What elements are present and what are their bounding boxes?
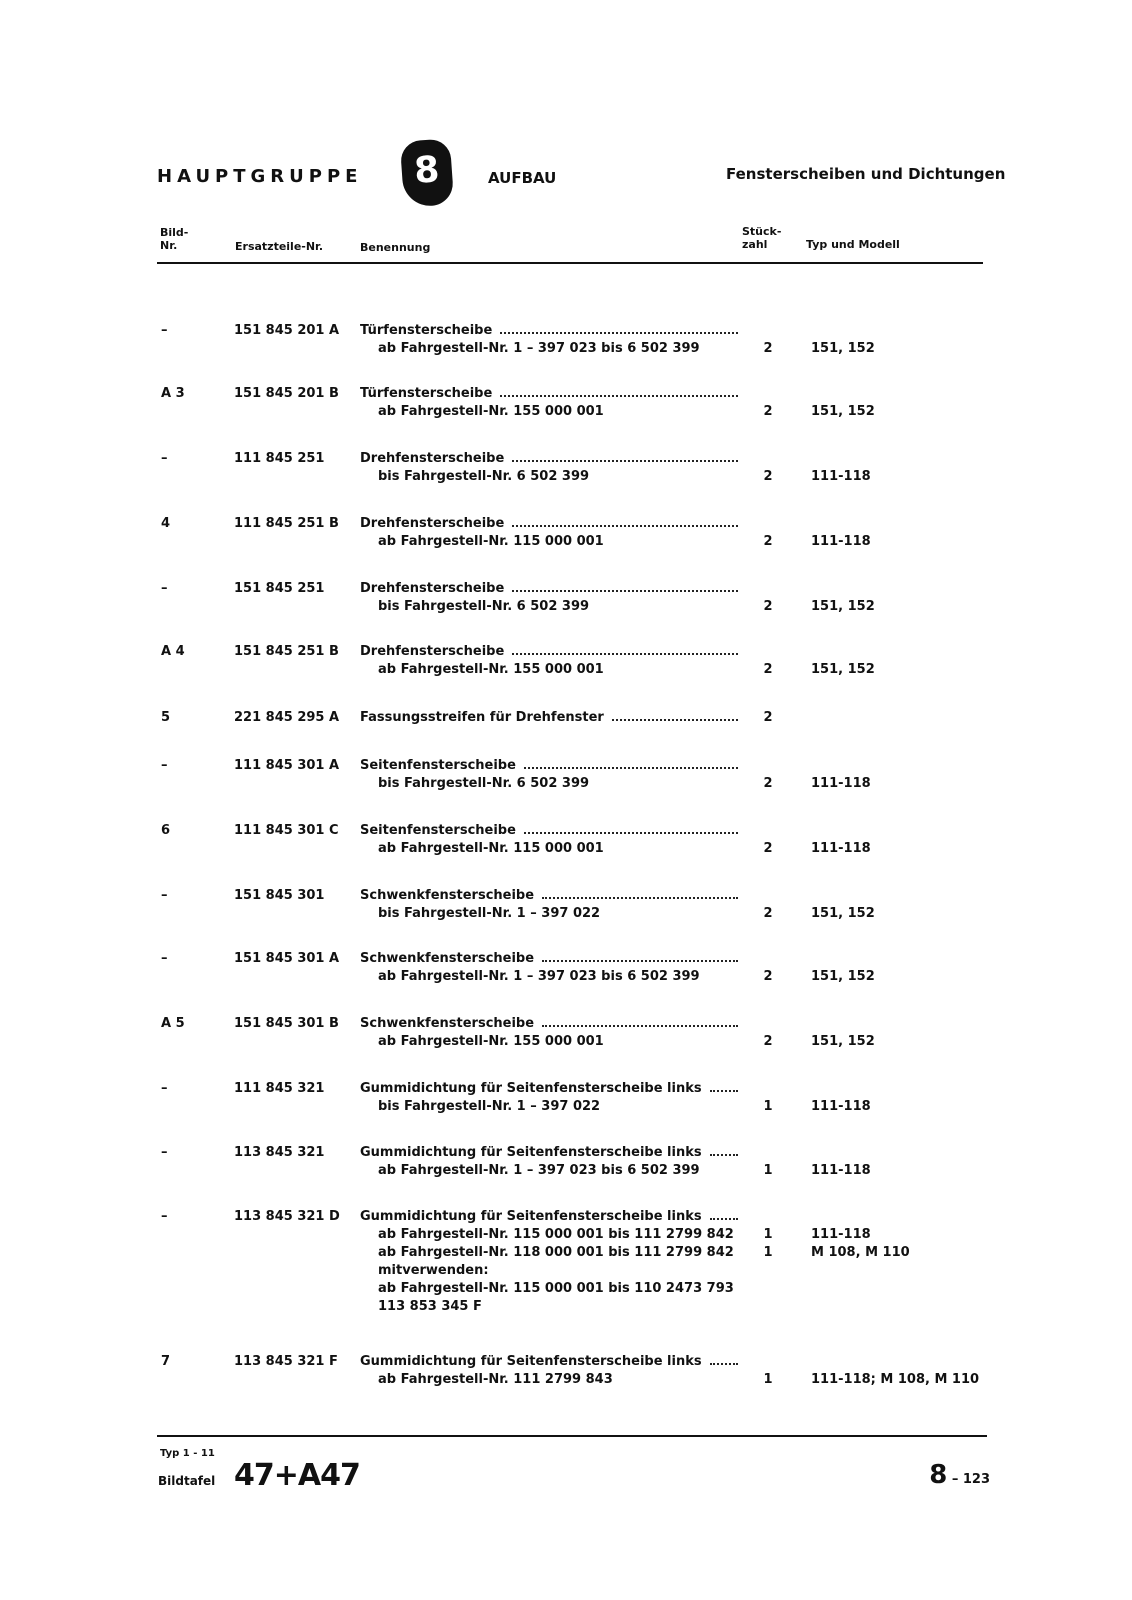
benennung-text: Drehfensterscheibe	[360, 581, 505, 596]
ersatzteil-nr: 111 845 321	[234, 1081, 325, 1096]
stueckzahl: 1	[763, 1245, 773, 1260]
benennung	[360, 950, 738, 986]
typ-modell: 111-118	[811, 1099, 871, 1114]
benennung-line	[360, 950, 738, 968]
bildtafel-label: Bildtafel	[158, 1474, 216, 1488]
col-header-ersatzteil: Ersatzteile-Nr.	[235, 240, 324, 253]
typ-modell: 151, 152	[811, 969, 875, 984]
ersatzteil-nr: 221 845 295 A	[234, 710, 340, 725]
benennung	[360, 887, 738, 923]
typ-modell	[811, 643, 875, 661]
benennung-text: Drehfensterscheibe	[360, 516, 505, 531]
stueckzahl: 2	[763, 1034, 773, 1049]
benennung-text: bis Fahrgestell-Nr. 6 502 399	[378, 599, 590, 614]
benennung-text: Fassungsstreifen für Drehfenster	[360, 710, 604, 725]
col-header-typ: Typ und Modell	[806, 238, 900, 251]
benennung-line	[360, 1298, 738, 1316]
typ-modell: 151, 152	[811, 404, 875, 419]
dot-leader	[710, 1363, 738, 1365]
benennung-line	[360, 757, 738, 775]
benennung-text: ab Fahrgestell-Nr. 118 000 001 bis 111 2799 842	[378, 1245, 734, 1260]
typ-modell	[811, 385, 875, 403]
stueckzahl	[760, 450, 776, 468]
stueckzahl: 2	[763, 906, 773, 921]
group-name: AUFBAU	[488, 169, 557, 187]
benennung-line	[360, 515, 738, 533]
stueckzahl-column	[760, 950, 776, 986]
benennung-line	[360, 385, 738, 403]
col-header-bild: Bild- Nr.	[160, 226, 189, 252]
typ-column	[811, 1353, 979, 1389]
benennung-line	[360, 533, 738, 551]
benennung-line	[360, 322, 738, 340]
stueckzahl	[760, 822, 776, 840]
benennung-text: Türfensterscheibe	[360, 386, 493, 401]
bild-nr: –	[161, 1209, 168, 1224]
benennung-line	[360, 1208, 738, 1226]
stueckzahl-column	[760, 1015, 776, 1051]
stueckzahl	[760, 950, 776, 968]
stueckzahl	[760, 1298, 776, 1316]
ersatzteil-nr: 113 845 321 D	[234, 1209, 340, 1224]
stueckzahl	[760, 757, 776, 775]
stueckzahl	[760, 1262, 776, 1280]
dot-leader	[500, 395, 738, 397]
benennung-text: Türfensterscheibe	[360, 323, 493, 338]
typ-modell: 111-118	[811, 534, 871, 549]
typ-modell	[811, 1298, 910, 1316]
typ-column	[811, 1015, 875, 1051]
bild-nr: –	[161, 1081, 168, 1096]
benennung-text: bis Fahrgestell-Nr. 1 – 397 022	[378, 906, 601, 921]
benennung-line	[360, 1262, 738, 1280]
stueckzahl-column	[760, 1208, 776, 1316]
benennung	[360, 1353, 738, 1389]
benennung-text: 113 853 345 F	[378, 1299, 482, 1314]
benennung-line	[360, 598, 738, 616]
dot-leader	[710, 1218, 738, 1220]
benennung	[360, 822, 738, 858]
ersatzteil-nr: 111 845 251	[234, 451, 325, 466]
stueckzahl: 2	[763, 469, 773, 484]
typ-modell: M 108, M 110	[811, 1245, 910, 1260]
stueckzahl-column	[760, 450, 776, 486]
stueckzahl-column	[760, 385, 776, 421]
benennung-text: ab Fahrgestell-Nr. 155 000 001	[378, 662, 604, 677]
ersatzteil-nr: 111 845 301 C	[234, 823, 339, 838]
ersatzteil-nr: 151 845 201 B	[234, 386, 339, 401]
ersatzteil-nr: 111 845 301 A	[234, 758, 340, 773]
typ-column	[811, 385, 875, 421]
stueckzahl: 1	[763, 1099, 773, 1114]
benennung-line	[360, 840, 738, 858]
dot-leader	[512, 590, 738, 592]
benennung-line	[360, 1280, 738, 1298]
benennung	[360, 1080, 738, 1116]
typ-modell: 151, 152	[811, 599, 875, 614]
stueckzahl-column	[760, 757, 776, 793]
group-number: 8	[412, 149, 441, 192]
stueckzahl	[760, 887, 776, 905]
benennung-text: ab Fahrgestell-Nr. 1 – 397 023 bis 6 502 399	[378, 341, 700, 356]
benennung-text: ab Fahrgestell-Nr. 115 000 001	[378, 841, 604, 856]
benennung-line	[360, 661, 738, 679]
typ-modell	[811, 1015, 875, 1033]
benennung-text: ab Fahrgestell-Nr. 115 000 001	[378, 534, 604, 549]
benennung-line	[360, 403, 738, 421]
ersatzteil-nr: 151 845 301 B	[234, 1016, 339, 1031]
benennung-line	[360, 968, 738, 986]
bild-nr: A 3	[161, 386, 185, 401]
typ-modell	[811, 887, 875, 905]
stueckzahl: 1	[763, 1227, 773, 1242]
typ-modell: 111-118	[811, 776, 871, 791]
typ-modell: 151, 152	[811, 1034, 875, 1049]
dot-leader	[500, 332, 738, 334]
benennung-line	[360, 450, 738, 468]
typ-modell	[811, 1080, 871, 1098]
benennung-line	[360, 887, 738, 905]
ersatzteil-nr: 151 845 201 A	[234, 323, 340, 338]
benennung-text: bis Fahrgestell-Nr. 6 502 399	[378, 776, 590, 791]
benennung	[360, 450, 738, 486]
footer-typ: Typ 1 - 11	[160, 1448, 215, 1459]
stueckzahl	[760, 322, 776, 340]
benennung	[360, 515, 738, 551]
benennung	[360, 709, 738, 727]
benennung-text: Seitenfensterscheibe	[360, 823, 516, 838]
benennung-text: ab Fahrgestell-Nr. 115 000 001 bis 110 2473 793	[378, 1281, 734, 1296]
stueckzahl-column	[760, 322, 776, 358]
benennung-line	[360, 905, 738, 923]
typ-modell: 111-118; M 108, M 110	[811, 1372, 980, 1387]
typ-modell	[811, 450, 871, 468]
stueckzahl: 2	[763, 776, 773, 791]
typ-column	[811, 643, 875, 679]
benennung-line	[360, 709, 738, 727]
stueckzahl: 2	[763, 599, 773, 614]
dot-leader	[512, 653, 738, 655]
ersatzteil-nr: 151 845 251 B	[234, 644, 339, 659]
ersatzteil-nr: 113 845 321	[234, 1145, 325, 1160]
typ-modell: 111-118	[811, 1227, 871, 1242]
stueckzahl: 1	[763, 1372, 773, 1387]
typ-column	[811, 822, 871, 858]
typ-modell	[811, 1280, 910, 1298]
stueckzahl: 1	[763, 1163, 773, 1178]
stueckzahl-column	[760, 1353, 776, 1389]
bild-nr: –	[161, 1145, 168, 1160]
footer-rule	[157, 1435, 987, 1437]
typ-column	[811, 1208, 910, 1316]
stueckzahl	[760, 385, 776, 403]
benennung	[360, 643, 738, 679]
benennung-text: bis Fahrgestell-Nr. 1 – 397 022	[378, 1099, 601, 1114]
stueckzahl	[760, 1280, 776, 1298]
bild-nr: A 4	[161, 644, 185, 659]
benennung-line	[360, 1162, 738, 1180]
benennung-text: ab Fahrgestell-Nr. 1 – 397 023 bis 6 502 399	[378, 1163, 700, 1178]
stueckzahl-column	[760, 1080, 776, 1116]
ersatzteil-nr: 151 845 301	[234, 888, 325, 903]
typ-modell	[811, 1262, 910, 1280]
benennung-line	[360, 1244, 738, 1262]
typ-column	[811, 515, 871, 551]
typ-column	[811, 322, 875, 358]
benennung-text: Gummidichtung für Seitenfensterscheibe links	[360, 1354, 702, 1369]
stueckzahl: 2	[763, 404, 773, 419]
page-title: Fensterscheiben und Dichtungen	[726, 165, 1006, 183]
benennung-line	[360, 1033, 738, 1051]
benennung-text: Gummidichtung für Seitenfensterscheibe links	[360, 1081, 702, 1096]
stueckzahl: 2	[763, 534, 773, 549]
benennung	[360, 322, 738, 358]
stueckzahl	[760, 1015, 776, 1033]
benennung	[360, 385, 738, 421]
stueckzahl: 2	[763, 710, 773, 725]
benennung-line	[360, 468, 738, 486]
ersatzteil-nr: 113 845 321 F	[234, 1354, 338, 1369]
bild-nr: –	[161, 951, 168, 966]
typ-modell	[811, 322, 875, 340]
benennung-text: ab Fahrgestell-Nr. 115 000 001 bis 111 2799 842	[378, 1227, 734, 1242]
stueckzahl-column	[760, 1144, 776, 1180]
benennung-line	[360, 775, 738, 793]
typ-modell: 111-118	[811, 841, 871, 856]
typ-modell	[811, 822, 871, 840]
typ-column	[811, 757, 871, 793]
dot-leader	[710, 1090, 738, 1092]
benennung-line	[360, 1015, 738, 1033]
dot-leader	[542, 897, 738, 899]
stueckzahl	[760, 643, 776, 661]
typ-modell: 111-118	[811, 1163, 871, 1178]
hauptgruppe-label: HAUPTGRUPPE	[157, 166, 363, 187]
typ-modell	[811, 1144, 871, 1162]
benennung	[360, 1144, 738, 1180]
typ-column	[811, 950, 875, 986]
benennung-line	[360, 822, 738, 840]
dot-leader	[524, 832, 738, 834]
benennung-text: Gummidichtung für Seitenfensterscheibe links	[360, 1145, 702, 1160]
stueckzahl-column	[760, 580, 776, 616]
stueckzahl	[760, 515, 776, 533]
typ-modell: 151, 152	[811, 662, 875, 677]
page-number-sep: –	[947, 1472, 963, 1487]
benennung-text: Drehfensterscheibe	[360, 644, 505, 659]
benennung	[360, 757, 738, 793]
ersatzteil-nr: 151 845 301 A	[234, 951, 340, 966]
stueckzahl	[760, 1144, 776, 1162]
typ-column	[811, 887, 875, 923]
stueckzahl-column	[760, 709, 776, 727]
stueckzahl-column	[760, 515, 776, 551]
benennung-line	[360, 643, 738, 661]
benennung-line	[360, 1098, 738, 1116]
bild-nr: –	[161, 581, 168, 596]
stueckzahl: 2	[763, 969, 773, 984]
stueckzahl	[760, 580, 776, 598]
stueckzahl	[760, 1080, 776, 1098]
typ-column	[811, 1080, 871, 1116]
bild-nr: –	[161, 323, 168, 338]
typ-column	[811, 1144, 871, 1180]
benennung-text: mitverwenden:	[378, 1263, 489, 1278]
benennung-text: Drehfensterscheibe	[360, 451, 505, 466]
typ-modell: 111-118	[811, 469, 871, 484]
benennung-text: ab Fahrgestell-Nr. 1 – 397 023 bis 6 502 399	[378, 969, 700, 984]
stueckzahl	[760, 1353, 776, 1371]
typ-modell	[811, 515, 871, 533]
dot-leader	[512, 525, 738, 527]
typ-modell	[811, 757, 871, 775]
page-number-minor: 123	[962, 1472, 990, 1487]
benennung-text: ab Fahrgestell-Nr. 111 2799 843	[378, 1372, 613, 1387]
benennung-line	[360, 580, 738, 598]
stueckzahl: 2	[763, 341, 773, 356]
benennung-text: bis Fahrgestell-Nr. 6 502 399	[378, 469, 590, 484]
benennung-line	[360, 1371, 738, 1389]
stueckzahl-column	[760, 822, 776, 858]
typ-modell	[811, 1353, 979, 1371]
benennung-text: Schwenkfensterscheibe	[360, 951, 535, 966]
bild-nr: –	[161, 451, 168, 466]
typ-modell: 151, 152	[811, 906, 875, 921]
benennung-line	[360, 1144, 738, 1162]
benennung	[360, 1015, 738, 1051]
benennung-line	[360, 340, 738, 358]
ersatzteil-nr: 151 845 251	[234, 581, 325, 596]
dot-leader	[612, 719, 738, 721]
page-number	[929, 1460, 990, 1490]
stueckzahl-column	[760, 887, 776, 923]
benennung-line	[360, 1226, 738, 1244]
bild-nr: 7	[161, 1354, 171, 1369]
typ-column	[811, 450, 871, 486]
typ-modell	[811, 950, 875, 968]
benennung-text: Seitenfensterscheibe	[360, 758, 516, 773]
stueckzahl	[760, 1208, 776, 1226]
dot-leader	[542, 960, 738, 962]
benennung-line	[360, 1080, 738, 1098]
bild-nr: 4	[161, 516, 171, 531]
typ-modell	[811, 1208, 910, 1226]
stueckzahl: 2	[763, 662, 773, 677]
bildtafel-number: 47+A47	[234, 1458, 360, 1493]
benennung-text: ab Fahrgestell-Nr. 155 000 001	[378, 1034, 604, 1049]
col-header-benennung: Benennung	[360, 241, 431, 254]
dot-leader	[542, 1025, 738, 1027]
dot-leader	[524, 767, 738, 769]
bild-nr: 6	[161, 823, 171, 838]
typ-column	[811, 580, 875, 616]
group-number-badge	[400, 138, 454, 207]
header-rule	[157, 262, 983, 264]
benennung-text: Gummidichtung für Seitenfensterscheibe links	[360, 1209, 702, 1224]
benennung-text: Schwenkfensterscheibe	[360, 888, 535, 903]
page-number-major: 8	[929, 1460, 948, 1490]
benennung-line	[360, 1353, 738, 1371]
bild-nr: 5	[161, 710, 171, 725]
dot-leader	[710, 1154, 738, 1156]
benennung-text: ab Fahrgestell-Nr. 155 000 001	[378, 404, 604, 419]
benennung	[360, 580, 738, 616]
benennung-text: Schwenkfensterscheibe	[360, 1016, 535, 1031]
stueckzahl: 2	[763, 841, 773, 856]
stueckzahl-column	[760, 643, 776, 679]
benennung	[360, 1208, 738, 1316]
typ-modell	[811, 580, 875, 598]
bild-nr: –	[161, 758, 168, 773]
dot-leader	[512, 460, 738, 462]
col-header-stueckzahl: Stück- zahl	[742, 225, 782, 251]
typ-modell: 151, 152	[811, 341, 875, 356]
bild-nr: –	[161, 888, 168, 903]
ersatzteil-nr: 111 845 251 B	[234, 516, 339, 531]
bild-nr: A 5	[161, 1016, 185, 1031]
